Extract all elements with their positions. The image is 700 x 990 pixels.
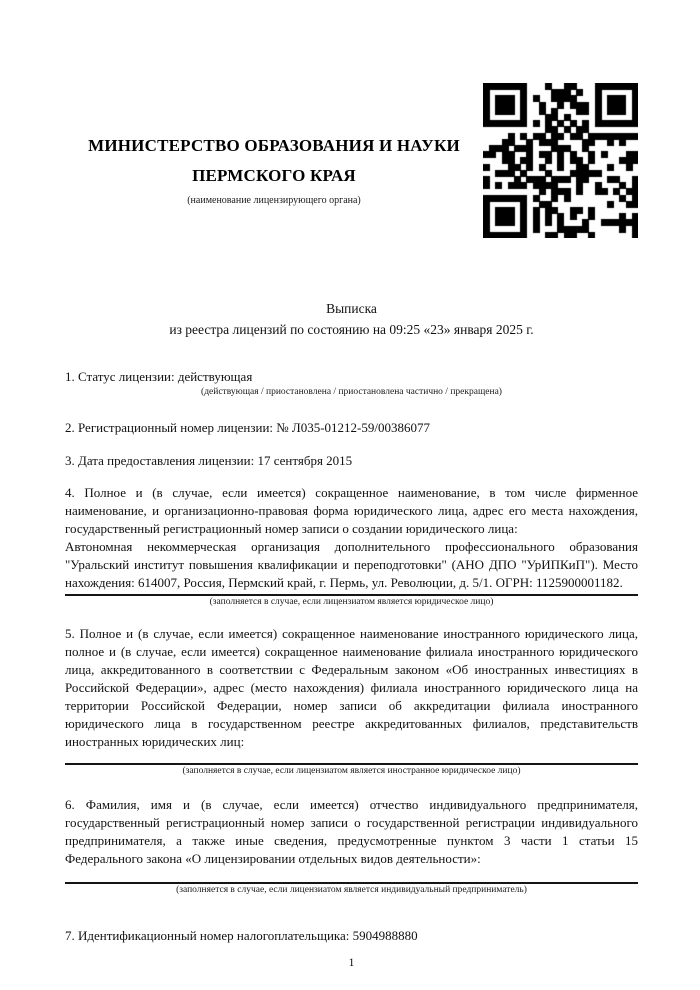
taxpayer-number-text: 7. Идентификационный номер налогоплательщика: 5904988880 [65, 928, 418, 943]
page-number: 1 [348, 955, 355, 969]
registration-number-text: 2. Регистрационный номер лицензии: № Л035-01212-59/00386077 [65, 420, 431, 435]
individual-entrepreneur-caption: (заполняется в случае, если лицензиатом является индивидуальный предприниматель) [176, 885, 527, 895]
legal-entity-caption: (заполняется в случае, если лицензиатом является юридическое лицо) [209, 597, 494, 607]
qr-code-icon [483, 83, 638, 238]
foreign-entity-caption: (заполняется в случае, если лицензиатом является иностранное юридическое лицо) [182, 766, 521, 776]
item-foreign-entity [65, 625, 638, 778]
item-individual-entrepreneur [65, 796, 638, 897]
license-status-text: 1. Статус лицензии: действующая [65, 369, 253, 384]
item-legal-entity [65, 484, 638, 609]
item-registration-number [65, 419, 638, 437]
item-license-status [65, 368, 638, 399]
licensing-authority-caption: (наименование лицензирующего органа) [187, 195, 361, 206]
license-date-text: 3. Дата предоставления лицензии: 17 сентября 2015 [65, 453, 353, 468]
individual-entrepreneur-label: 6. Фамилия, имя и (в случае, если имеется) отчество индивидуального предпринимателя, государственный регистрационный номер записи о государственной регистрации индивидуального предпринимателя, а также иные сведения, предусмотренные пунктом 3 части 1 статьи 15 Федерального закона «О лицензировании отдельных видов деятельности»: [65, 797, 638, 866]
document-header [65, 83, 638, 238]
item-taxpayer-number [65, 927, 638, 945]
title-line: Выписка [326, 301, 377, 316]
legal-entity-value: Автономная некоммерческая организация дополнительного профессионального образования "Уральский институт повышения квалификации и переподготовки" (АНО ДПО "УрИПКиП"). Место нахождения: 614007, Россия, Пермский край, г. Пермь, ул. Революции, д. 5/1. ОГРН: 1125900001182. [65, 539, 638, 590]
licensing-authority-name: МИНИСТЕРСТВО ОБРАЗОВАНИЯ И НАУКИ ПЕРМСКОГО КРАЯ [88, 136, 460, 185]
foreign-entity-label: 5. Полное и (в случае, если имеется) сокращенное наименование иностранного юридического лица, полное и (в случае, если имеется) сокращенное наименование филиала иностранного юридического лица, аккредитованного в соответствии с Федеральным законом «Об иностранных инвестициях в Российской Федерации», адрес (место нахождения) филиала иностранного юридического лица на территории Российской Федерации, номер записи об аккредитации филиала иностранного юридического лица в государственном реестре аккредитованных филиалов, представительств иностранных юридических лиц: [65, 626, 638, 749]
document-title [65, 298, 638, 340]
license-status-caption: (действующая / приостановлена / приостановлена частично / прекращена) [201, 387, 502, 397]
page-footer [65, 955, 638, 970]
legal-entity-label: 4. Полное и (в случае, если имеется) сокращенное наименование, в том числе фирменное наименование, и организационно-правовая форма юридического лица, адрес его места нахождения, государственный регистрационный номер записи о создании юридического лица: [65, 485, 638, 536]
item-license-date [65, 452, 638, 470]
title-date-line: из реестра лицензий по состоянию на 09:25 «23» января 2025 г. [169, 322, 534, 337]
licensing-authority-block [65, 131, 483, 207]
